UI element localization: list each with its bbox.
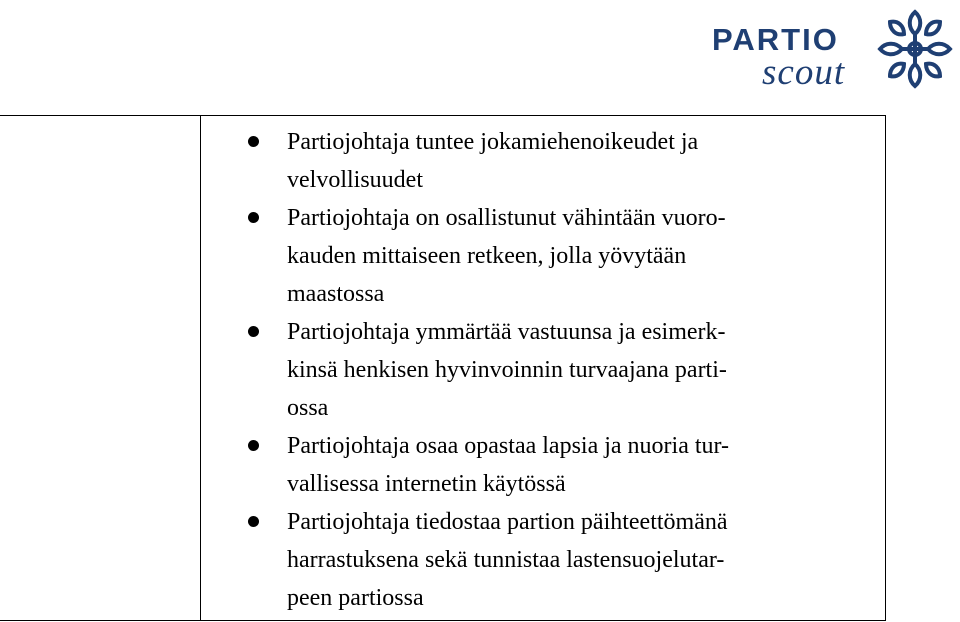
bullet-icon [248, 136, 259, 147]
list-item [201, 123, 885, 199]
bullet-icon [248, 326, 259, 337]
list-item-line: Partiojohtaja tiedostaa partion päihteettömänä [287, 509, 728, 535]
logo-word-scout: scout [762, 52, 846, 93]
bullet-list [201, 123, 885, 617]
content-table [0, 115, 886, 621]
list-item-line: ossa [287, 395, 329, 421]
partio-scout-logo [712, 4, 956, 96]
list-item-line: kauden mittaiseen retkeen, jolla yövytään [287, 243, 687, 269]
list-item-line: velvollisuudet [287, 167, 423, 193]
scout-emblem-icon [872, 4, 958, 94]
list-item-line: vallisessa internetin käytössä [287, 471, 566, 497]
list-item-line: maastossa [287, 281, 385, 307]
logo-word-partio: PARTIO [712, 22, 839, 57]
list-item [201, 503, 885, 617]
bullet-icon [248, 212, 259, 223]
list-item-line: kinsä henkisen hyvinvoinnin turvaajana parti- [287, 357, 727, 383]
table-right-cell [201, 116, 885, 620]
list-item-line: Partiojohtaja ymmärtää vastuunsa ja esimerk- [287, 319, 726, 345]
list-item [201, 199, 885, 313]
bullet-icon [248, 440, 259, 451]
list-item-line: peen partiossa [287, 585, 424, 611]
table-left-cell [0, 116, 201, 620]
list-item-line: harrastuksena sekä tunnistaa lastensuojelutar- [287, 547, 725, 573]
list-item-line: Partiojohtaja tuntee jokamiehenoikeudet ja [287, 129, 699, 155]
bullet-icon [248, 516, 259, 527]
list-item [201, 427, 885, 503]
list-item-line: Partiojohtaja on osallistunut vähintään vuoro- [287, 205, 726, 231]
list-item-line: Partiojohtaja osaa opastaa lapsia ja nuoria tur- [287, 433, 730, 459]
list-item [201, 313, 885, 427]
